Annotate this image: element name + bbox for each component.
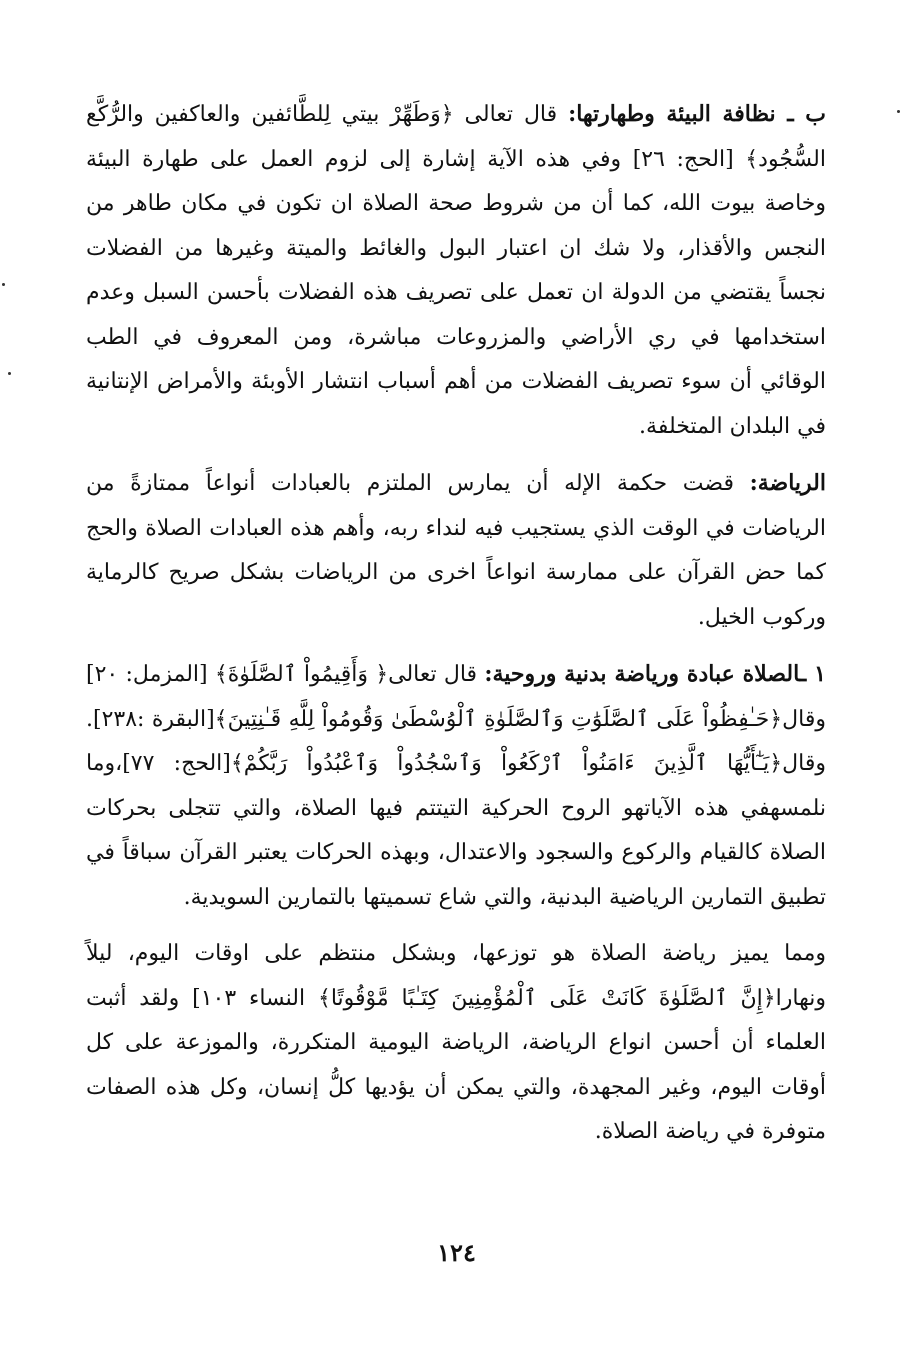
- paragraph-sport: [86, 461, 826, 640]
- section-heading-sport: الرياضة:: [749, 470, 826, 496]
- section-heading-prayer: ١ ـالصلاة عبادة ورياضة بدنية وروحية:: [484, 661, 826, 687]
- paragraph-text: قال تعالى ﴿وَطَهِّرْ بيتي لِلطَّائفين والعاكفين والرُّكَّع السُّجُود﴾ [الحج: ٢٦] وفي هذه الآية إشارة إلى لزوم العمل على طهارة البيئة وخاصة بيوت الله، كما أن من شروط صحة الصلاة ان تكون في مكان طاهر من النجس والأقذار، ولا شك ان اعتبار البول والغائط والميتة وغيرها من الفضلات نجساً يقتضي من الدولة ان تعمل على تصريف هذه الفضلات بأحسن السبل وعدم استخدامها في ري الأراضي والمزروعات مباشرة، ومن المعروف في الطب الوقائي أن سوء تصريف الفضلات من أهم أسباب انتشار الأوبئة والأمراض الإنتانية في البلدان المتخلفة.: [86, 102, 826, 439]
- page-body: [86, 92, 826, 1252]
- paragraph-prayer-exercise: [86, 652, 826, 920]
- scan-speck: [8, 372, 11, 375]
- scan-speck: [2, 283, 5, 286]
- scan-speck: [897, 110, 900, 113]
- paragraph-text: قضت حكمة الإله أن يمارس الملتزم بالعبادات أنواعاً ممتازةً من الرياضات في الوقت الذي يستجيب فيه لنداء ربه، وأهم هذه العبادات الصلاة والحج كما حض القرآن على ممارسة انواعاً اخرى من الرياضات بشكل صريح كالرماية وركوب الخيل.: [86, 471, 826, 630]
- paragraph-environment-cleanliness: [86, 92, 826, 449]
- paragraph-prayer-distribution: [86, 932, 826, 1155]
- paragraph-text: قال تعالى﴿ وَأَقِيمُواْ ٱلصَّلَوٰةَ﴾ [المزمل: ٢٠] وقال﴿حَـٰفِظُواْ عَلَى ٱلصَّلَوَٰتِ وَٱلصَّلَوٰةِ ٱلْوُسْطَىٰ وَقُومُواْ لِلَّهِ قَـٰنِتِينَ﴾[البقرة :٢٣٨]. وقال﴿يَـٰٓأَيُّهَا ٱلَّذِينَ ءَامَنُواْ ٱرْكَعُواْ وَٱسْجُدُواْ وَٱعْبُدُواْ رَبَّكُمْ﴾[الحج: ٧٧]،وما نلمسهفي هذه الآياتهو الروح الحركية التيتتم فيها الصلاة، والتي تتجلى بحركات الصلاة كالقيام والركوع والسجود والاعتدال، وبهذه الحركات يعتبر القرآن سباقاً في تطبيق التمارين الرياضية البدنية، والتي شاع تسميتها بالتمارين السويدية.: [86, 662, 826, 910]
- page-number: ١٢٤: [437, 1238, 476, 1267]
- paragraph-text: ومما يميز رياضة الصلاة هو توزعها، وبشكل منتظم على اوقات اليوم، ليلاً ونهارا﴿إِنَّ ٱلصَّلَوٰةَ كَانَتْ عَلَى ٱلْمُؤْمِنِينَ كِتَـٰبًا مَّوْقُوتًا﴾ النساء ١٠٣] ولقد أثبت العلماء أن أحسن انواع الرياضة، الرياضة اليومية المتكررة، والموزعة على كل أوقات اليوم، وغير المجهدة، والتي يمكن أن يؤديها كلُّ إنسان، وكل هذه الصفات متوفرة في رياضة الصلاة.: [86, 941, 826, 1144]
- section-heading-environment: ب ـ نظافة البيئة وطهارتها:: [568, 101, 827, 127]
